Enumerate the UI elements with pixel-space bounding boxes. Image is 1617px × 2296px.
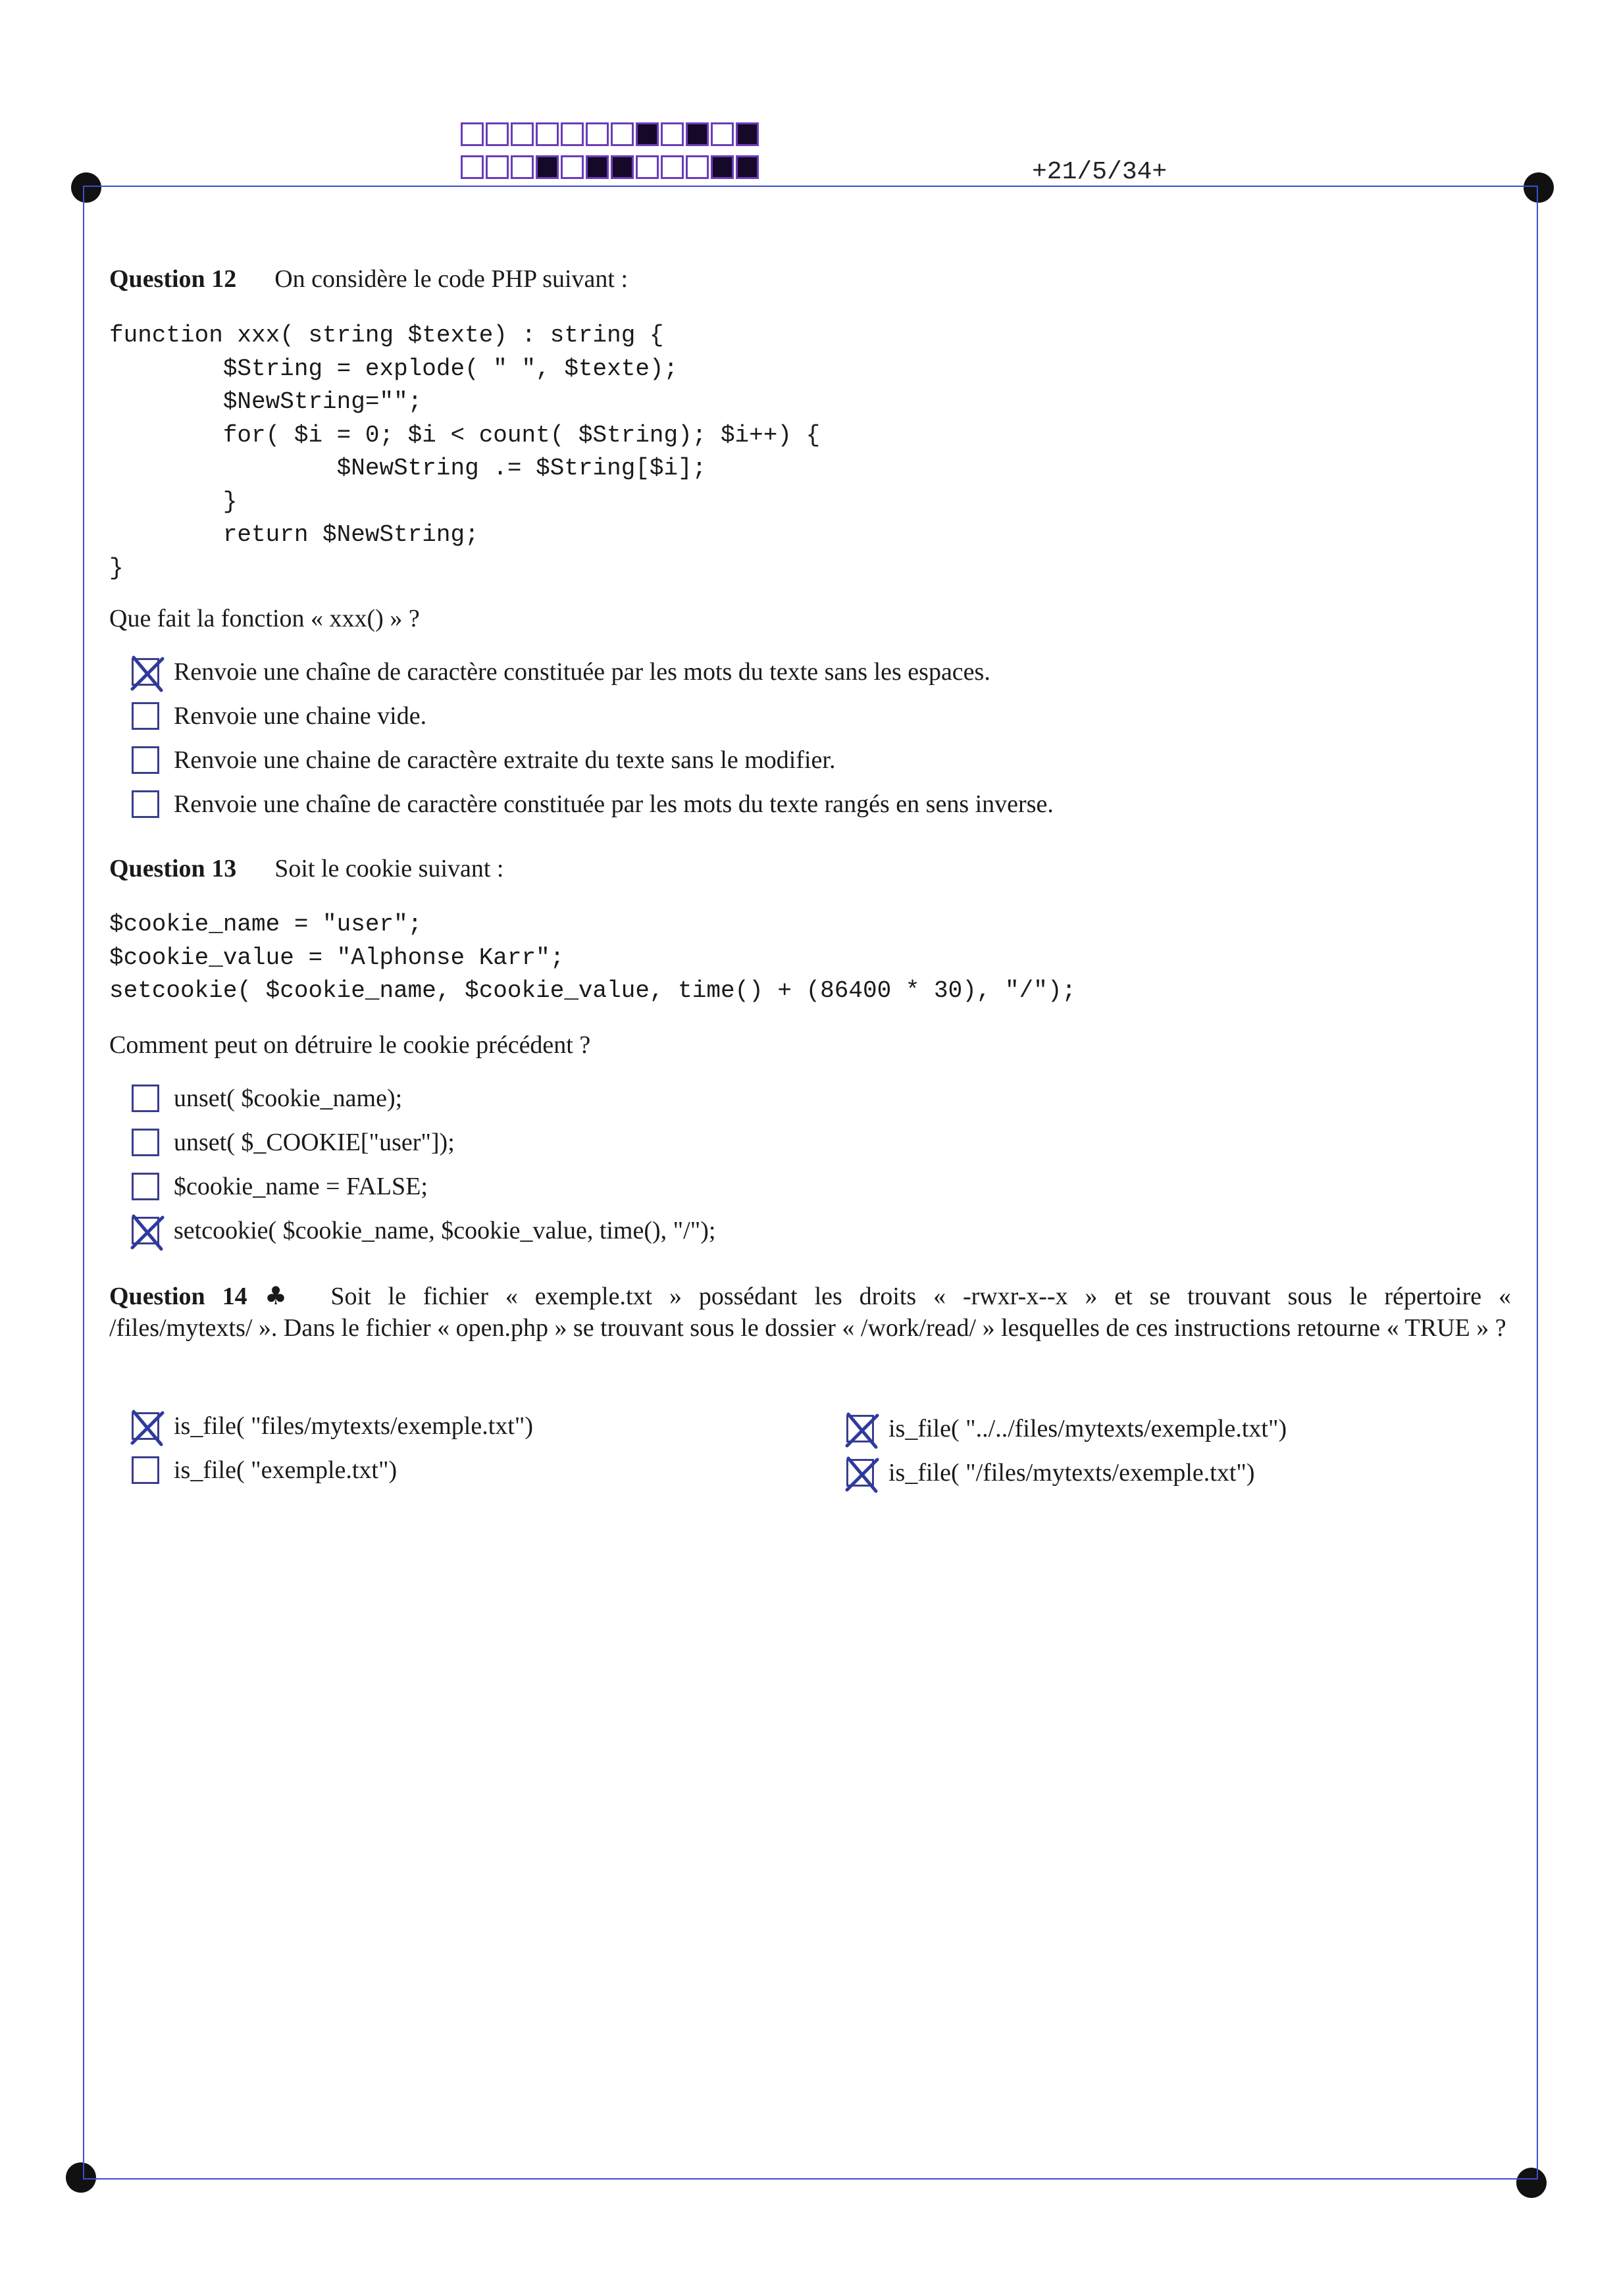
question-14-text: [109, 1281, 1511, 1312]
answer-label: Renvoie une chaine de caractère extraite du texte sans le modifier.: [174, 746, 836, 774]
q12-answer: [132, 746, 835, 775]
barcode-cell: [636, 122, 659, 146]
pen-cross-mark: [840, 1453, 884, 1496]
barcode-cell: [686, 122, 709, 146]
checkbox[interactable]: [132, 1456, 159, 1484]
barcode-cell: [636, 155, 659, 179]
checkbox[interactable]: [132, 746, 159, 774]
question-13-code: $cookie_name = "user"; $cookie_value = "Alphonse Karr"; setcookie( $cookie_name, $cookie_value, time() + (86400 * 30), "/");: [109, 911, 1077, 1004]
barcode-cell: [711, 122, 734, 146]
barcode-cell: [461, 155, 484, 179]
barcode-cell: [486, 122, 509, 146]
barcode-cell: [511, 155, 534, 179]
barcode-cell: [686, 155, 709, 179]
barcode-cell: [586, 155, 609, 179]
checkbox[interactable]: [132, 1217, 159, 1244]
q13-answer: [132, 1216, 715, 1245]
question-13-prompt: Comment peut on détruire le cookie précédent ?: [109, 1031, 591, 1059]
question-13-header: [109, 854, 504, 883]
barcode-cell: [511, 122, 534, 146]
answer-label: is_file( "exemple.txt"): [174, 1456, 398, 1484]
checkbox[interactable]: [132, 1129, 159, 1156]
barcode-cell: [486, 155, 509, 179]
answer-label: Renvoie une chaine vide.: [174, 702, 427, 730]
q12-answer: [132, 702, 426, 730]
checkbox[interactable]: [846, 1459, 874, 1487]
checkbox[interactable]: [132, 1412, 159, 1440]
answer-label: Renvoie une chaîne de caractère constituée par les mots du texte sans les espaces.: [174, 658, 990, 686]
checkbox[interactable]: [846, 1415, 874, 1442]
barcode-cell: [661, 155, 684, 179]
barcode-cell: [536, 122, 559, 146]
barcode-cell: [661, 122, 684, 146]
question-12-intro: On considère le code PHP suivant :: [274, 265, 629, 293]
barcode-cell: [586, 122, 609, 146]
checkbox[interactable]: [132, 1173, 159, 1200]
q12-answer: [132, 657, 990, 686]
question-12-prompt: Que fait la fonction « xxx() » ?: [109, 605, 420, 632]
q12-answer: [132, 790, 1054, 819]
question-14-line1: Soit le fichier « exemple.txt » possédant les droits « -rwxr-x--x » et se trouvant sous le répertoire «: [330, 1283, 1511, 1310]
pen-cross-mark: [840, 1409, 884, 1452]
answer-label: is_file( "files/mytexts/exemple.txt"): [174, 1412, 534, 1440]
barcode-cell: [561, 155, 584, 179]
barcode-cell: [536, 155, 559, 179]
barcode-cell: [611, 122, 634, 146]
page-id: +21/5/34+: [1032, 158, 1168, 186]
q14-answer: [132, 1412, 533, 1441]
question-14-text-rest: /files/mytexts/ ». Dans le fichier « open.php » se trouvant sous le dossier « /work/read/ » lesquelles de ces instructions retourne « TRUE » ?: [109, 1314, 1506, 1342]
q14-answer: [846, 1458, 1255, 1487]
answer-label: is_file( "../../files/mytexts/exemple.txt"): [888, 1415, 1287, 1442]
barcode-cell: [711, 155, 734, 179]
barcode-row-2: [461, 155, 761, 179]
q13-answer: [132, 1172, 428, 1201]
checkbox[interactable]: [132, 790, 159, 818]
question-12-header: [109, 265, 628, 293]
checkbox[interactable]: [132, 658, 159, 686]
pen-cross-mark: [126, 652, 169, 696]
q14-answer: [846, 1414, 1287, 1443]
answer-label: unset( $cookie_name);: [174, 1084, 403, 1112]
barcode-cell: [461, 122, 484, 146]
answer-label: Renvoie une chaîne de caractère constituée par les mots du texte rangés en sens inverse.: [174, 790, 1054, 818]
answer-label: is_file( "/files/mytexts/exemple.txt"): [888, 1459, 1255, 1487]
pen-cross-mark: [126, 1211, 169, 1254]
barcode-cell: [736, 155, 759, 179]
answer-label: unset( $_COOKIE["user"]);: [174, 1129, 455, 1156]
checkbox[interactable]: [132, 702, 159, 730]
q13-answer: [132, 1084, 402, 1113]
barcode-cell: [736, 122, 759, 146]
question-12-number: Question 12: [109, 265, 237, 293]
barcode-cell: [561, 122, 584, 146]
answer-label: setcookie( $cookie_name, $cookie_value, time(), "/");: [174, 1217, 716, 1244]
checkbox[interactable]: [132, 1084, 159, 1112]
q14-answer: [132, 1456, 397, 1485]
answer-label: $cookie_name = FALSE;: [174, 1173, 428, 1200]
pen-cross-mark: [126, 1406, 169, 1450]
barcode-cell: [611, 155, 634, 179]
question-12-code: function xxx( string $texte) : string { $String = explode( " ", $texte); $NewString=""; for( $i = 0; $i < count( $String); $i++) { $NewString .= $String[$i]; } return $NewString; }: [109, 322, 821, 582]
question-13-number: Question 13: [109, 855, 237, 882]
question-13-intro: Soit le cookie suivant :: [274, 855, 504, 882]
barcode-row-1: [461, 122, 761, 146]
question-14-number: Question 14: [109, 1283, 247, 1310]
club-icon: ♣: [253, 1281, 298, 1310]
q13-answer: [132, 1128, 455, 1157]
